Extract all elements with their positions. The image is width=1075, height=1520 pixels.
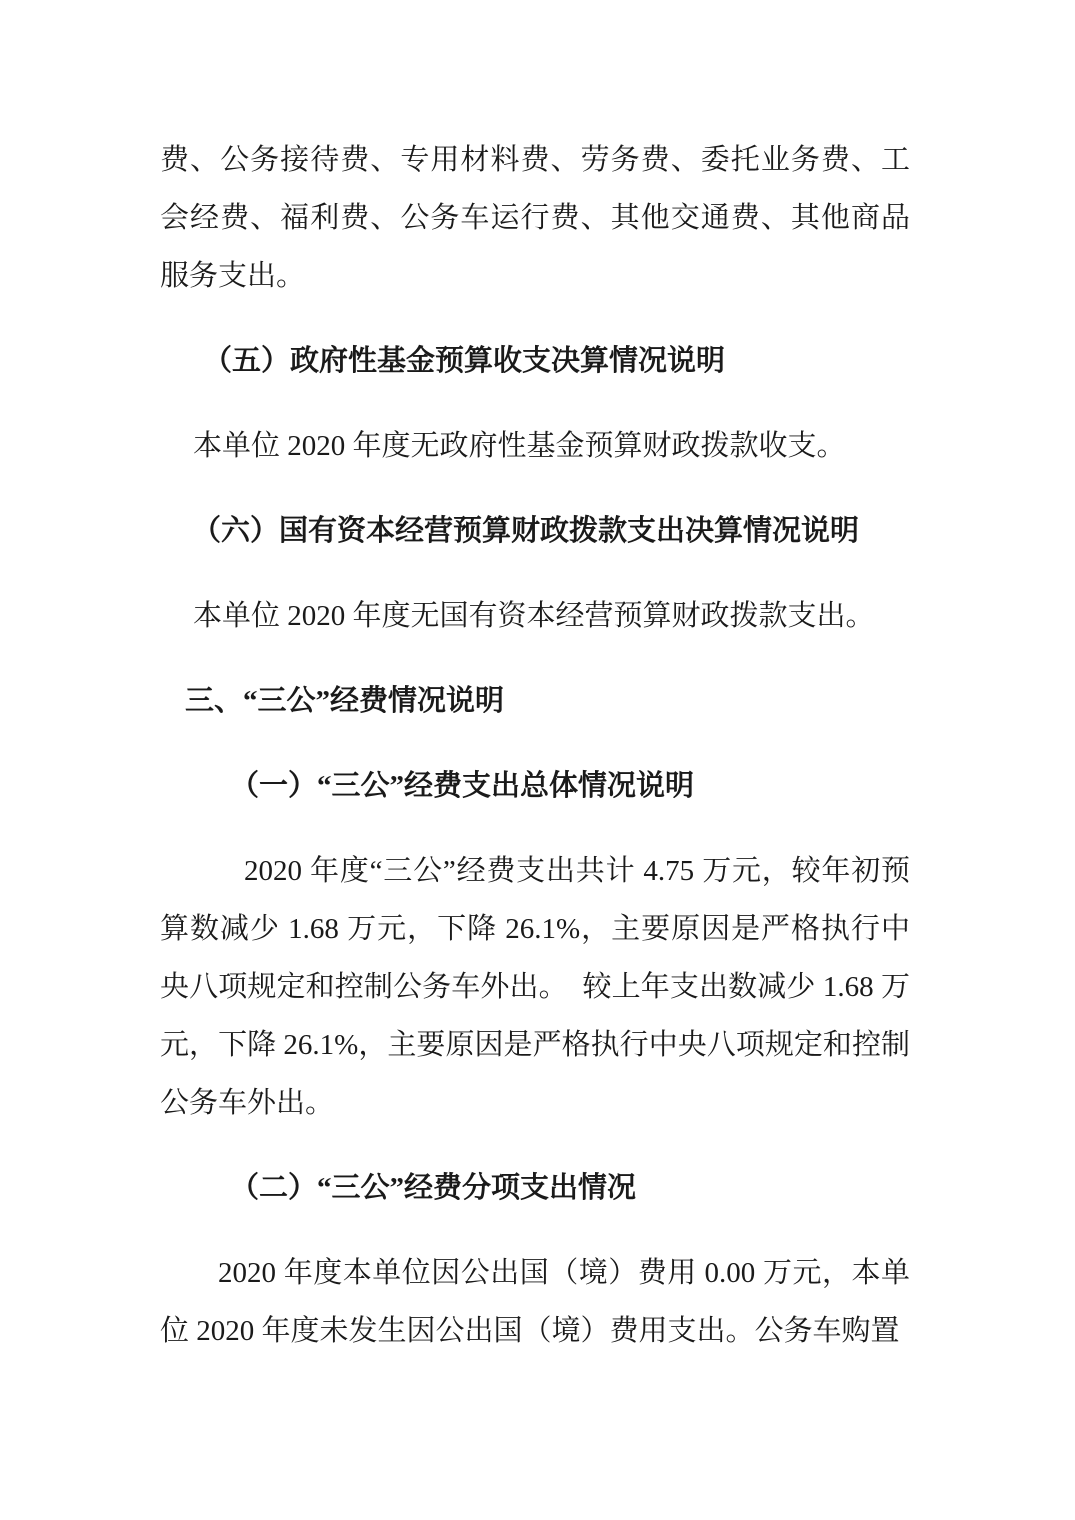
heading-3-2-itemized-expense: （二）“三公”经费分项支出情况 bbox=[230, 1172, 637, 1204]
heading-section-6-state-capital-budget: （六）国有资本经营预算财政拨款支出决算情况说明 bbox=[192, 515, 860, 547]
heading-part-3-sangong-expenses: 三、“三公”经费情况说明 bbox=[185, 685, 505, 717]
paragraph-expense-categories-continuation: 费、公务接待费、专用材料费、劳务费、委托业务费、工会经费、福利费、公务车运行费、其他交通费、其他商品服务支出。 bbox=[160, 144, 910, 292]
paragraph-3-2-body: 2020 年度本单位因公出国（境）费用 0.00 万元，本单位 2020 年度未发生因公出国（境）费用支出。公务车购置 bbox=[160, 1257, 910, 1347]
paragraph-section-6-body: 本单位 2020 年度无国有资本经营预算财政拨款支出。 bbox=[193, 600, 875, 632]
heading-3-1-overall-expense-summary: （一）“三公”经费支出总体情况说明 bbox=[230, 770, 695, 802]
paragraph-3-1-body: 2020 年度“三公”经费支出共计 4.75 万元，较年初预算数减少 1.68 万元，下降 26.1%，主要原因是严格执行中央八项规定和控制公务车外出。 较上年支出数减少 1.68 万元，下降 26.1%，主要原因是严格执行中央八项规定和控制公务车外出。 bbox=[160, 855, 910, 1119]
paragraph-section-5-body: 本单位 2020 年度无政府性基金预算财政拨款收支。 bbox=[193, 430, 846, 462]
heading-section-5-government-fund-budget: （五）政府性基金预算收支决算情况说明 bbox=[203, 345, 726, 377]
